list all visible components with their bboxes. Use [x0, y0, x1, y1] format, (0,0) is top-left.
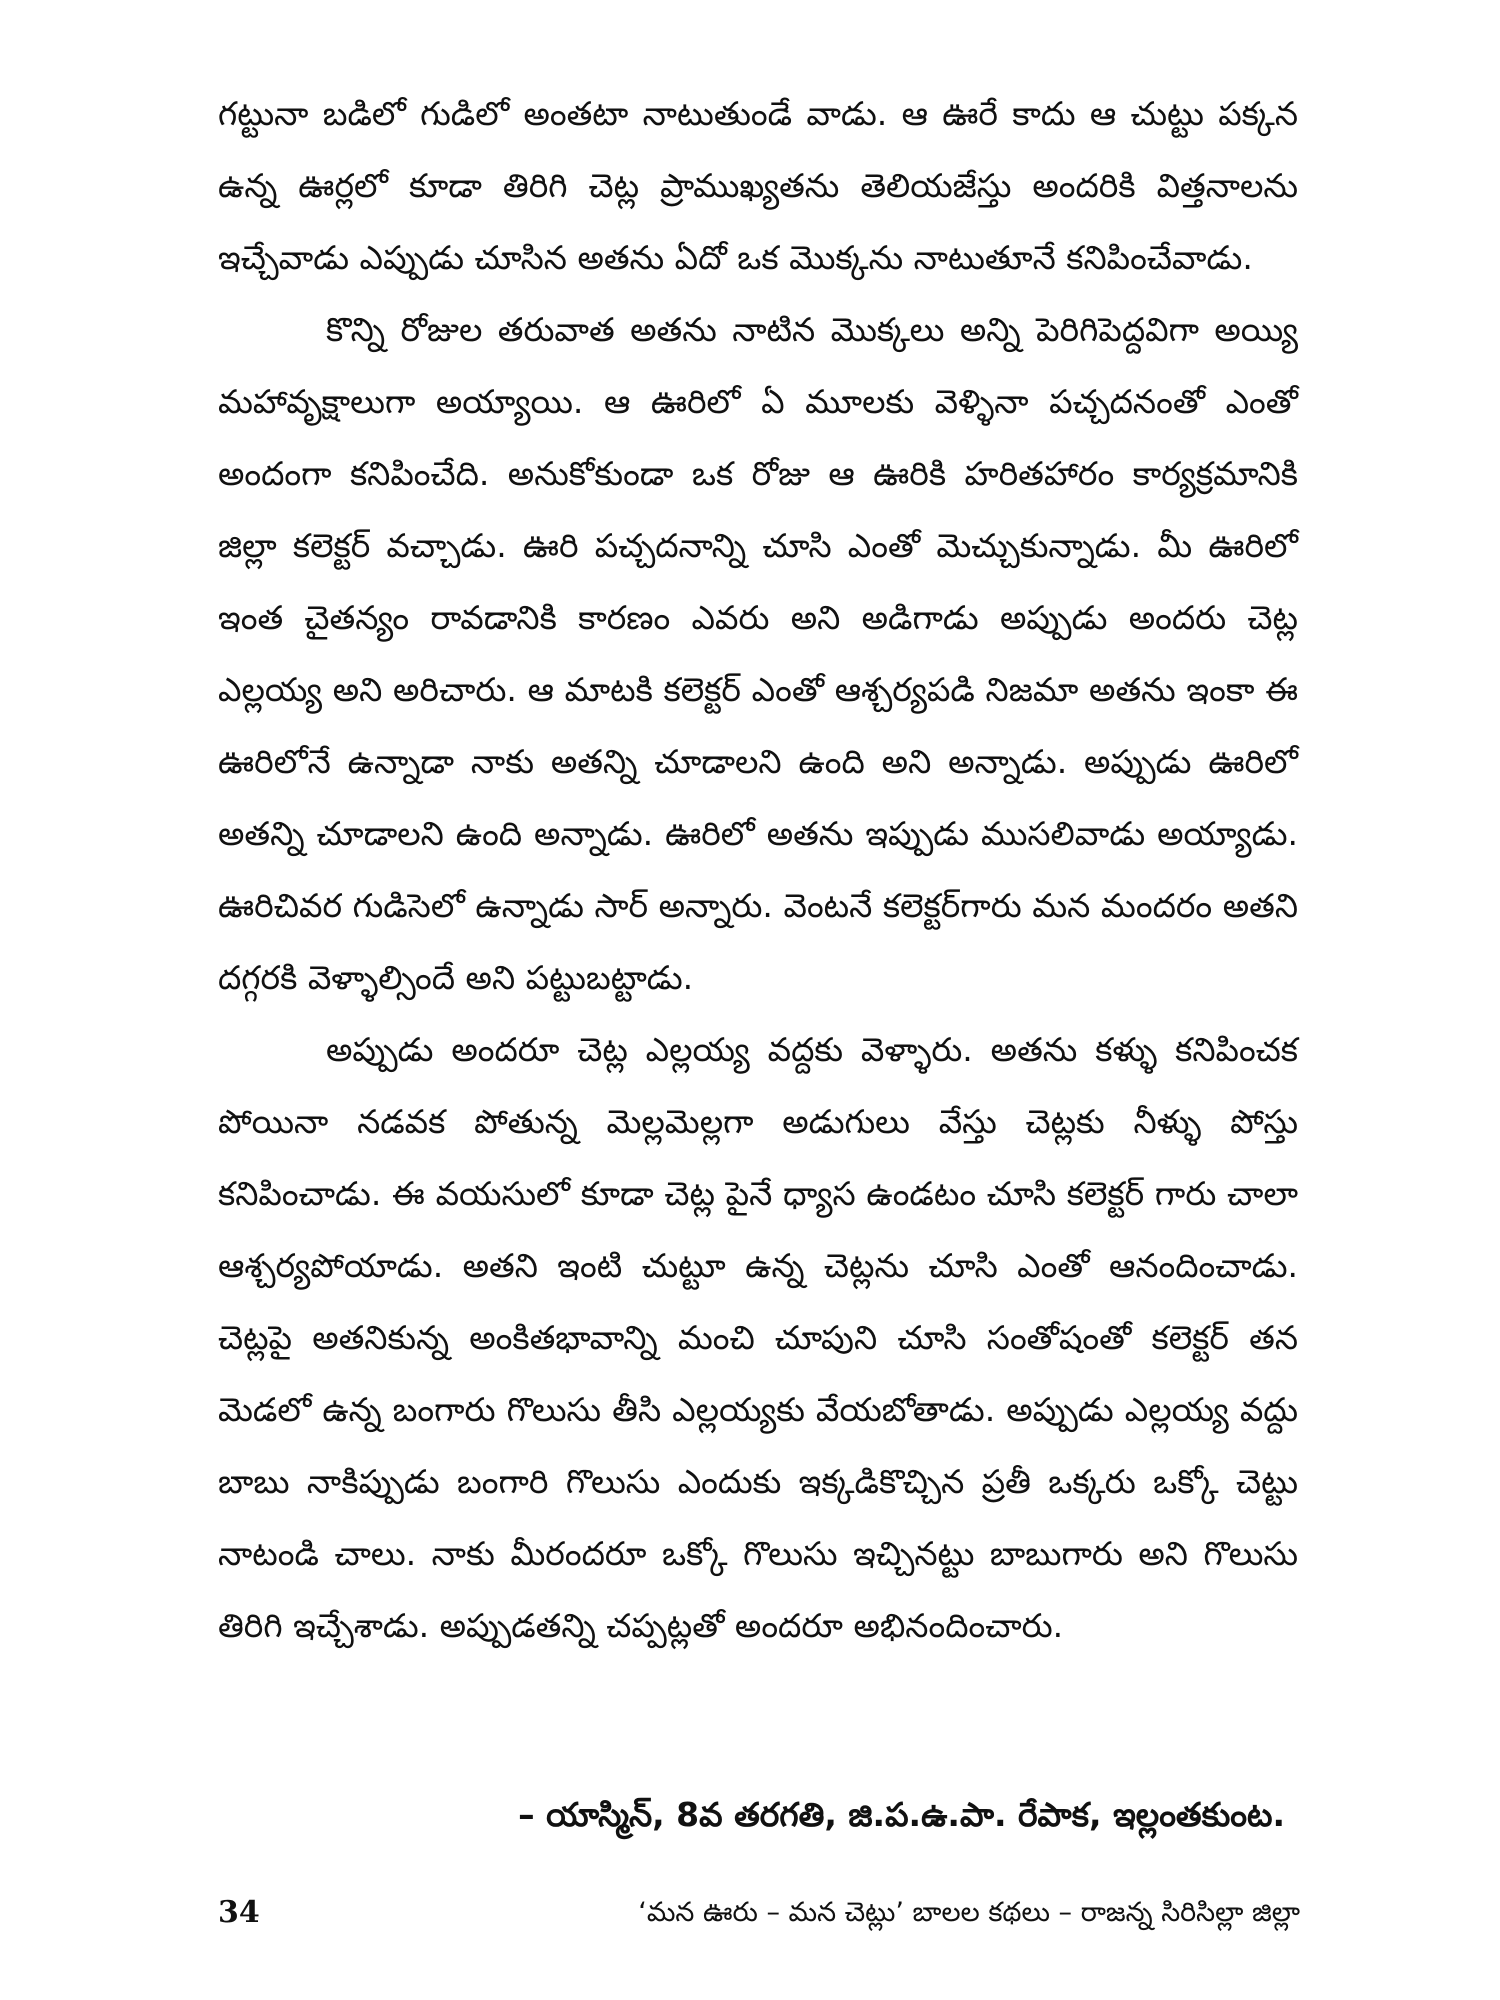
- story-body: [218, 78, 1298, 1662]
- story-paragraph-1: గట్టునా బడిలో గుడిలో అంతటా నాటుతుండే వాడు. ఆ ఊరే కాదు ఆ చుట్టు పక్కన ఉన్న ఊర్లలో కూడా తిరిగి చెట్ల ప్రాముఖ్యతను తెలియజేస్తు అందరికి విత్తనాలను ఇచ్చేవాడు ఎప్పుడు చూసిన అతను ఏదో ఒక మొక్కను నాటుతూనే కనిపించేవాడు.: [218, 94, 1298, 277]
- page-footer: [218, 1895, 1300, 1945]
- author-credit: – యాస్మిన్, 8వ తరగతి, జి.ప.ఉ.పా. రేపాక, ఇల్లంతకుంట.: [518, 1795, 1285, 1834]
- book-title-footer: ‘మన ఊరు – మన చెట్లు’ బాలల కథలు – రాజన్న సిరిసిల్లా జిల్లా: [638, 1897, 1300, 1928]
- page-number: 34: [218, 1895, 260, 1930]
- story-paragraph-2: కొన్ని రోజుల తరువాత అతను నాటిన మొక్కలు అన్ని పెరిగిపెద్దవిగా అయ్యి మహావృక్షాలుగా అయ్యాయి. ఆ ఊరిలో ఏ మూలకు వెళ్ళినా పచ్చదనంతో ఎంతో అందంగా కనిపించేది. అనుకోకుండా ఒక రోజు ఆ ఊరికి హరితహారం కార్యక్రమానికి జిల్లా కలెక్టర్ వచ్చాడు. ఊరి పచ్చదనాన్ని చూసి ఎంతో మెచ్చుకున్నాడు. మీ ఊరిలో ఇంత చైతన్యం రావడానికి కారణం ఎవరు అని అడిగాడు అప్పుడు అందరు చెట్ల ఎల్లయ్య అని అరిచారు. ఆ మాటకి కలెక్టర్ ఎంతో ఆశ్చర్యపడి నిజమా అతను ఇంకా ఈ ఊరిలోనే ఉన్నాడా నాకు అతన్ని చూడాలని ఉంది అని అన్నాడు. అప్పుడు ఊరిలో అతన్ని చూడాలని ఉంది అన్నాడు. ఊరిలో అతను ఇప్పుడు ముసలివాడు అయ్యాడు. ఊరిచివర గుడిసెలో ఉన్నాడు సార్ అన్నారు. వెంటనే కలెక్టర్‌గారు మన మందరం అతని దగ్గరకి వెళ్ళాల్సిందే అని పట్టుబట్టాడు.: [218, 310, 1298, 997]
- story-paragraph-3: అప్పుడు అందరూ చెట్ల ఎల్లయ్య వద్దకు వెళ్ళారు. అతను కళ్ళు కనిపించక పోయినా నడవక పోతున్న మెల్లమెల్లగా అడుగులు వేస్తు చెట్లకు నీళ్ళు పోస్తు కనిపించాడు. ఈ వయసులో కూడా చెట్ల పైనే ధ్యాస ఉండటం చూసి కలెక్టర్ గారు చాలా ఆశ్చర్యపోయాడు. అతని ఇంటి చుట్టూ ఉన్న చెట్లను చూసి ఎంతో ఆనందించాడు. చెట్లపై అతనికున్న అంకితభావాన్ని మంచి చూపుని చూసి సంతోషంతో కలెక్టర్ తన మెడలో ఉన్న బంగారు గొలుసు తీసి ఎల్లయ్యకు వేయబోతాడు. అప్పుడు ఎల్లయ్య వద్దు బాబు నాకిప్పుడు బంగారి గొలుసు ఎందుకు ఇక్కడికొచ్చిన ప్రతీ ఒక్కరు ఒక్కో చెట్టు నాటండి చాలు. నాకు మీరందరూ ఒక్కో గొలుసు ఇచ్చినట్టు బాబుగారు అని గొలుసు తిరిగి ఇచ్చేశాడు. అప్పుడతన్ని చప్పట్లతో అందరూ అభినందించారు.: [218, 1030, 1298, 1645]
